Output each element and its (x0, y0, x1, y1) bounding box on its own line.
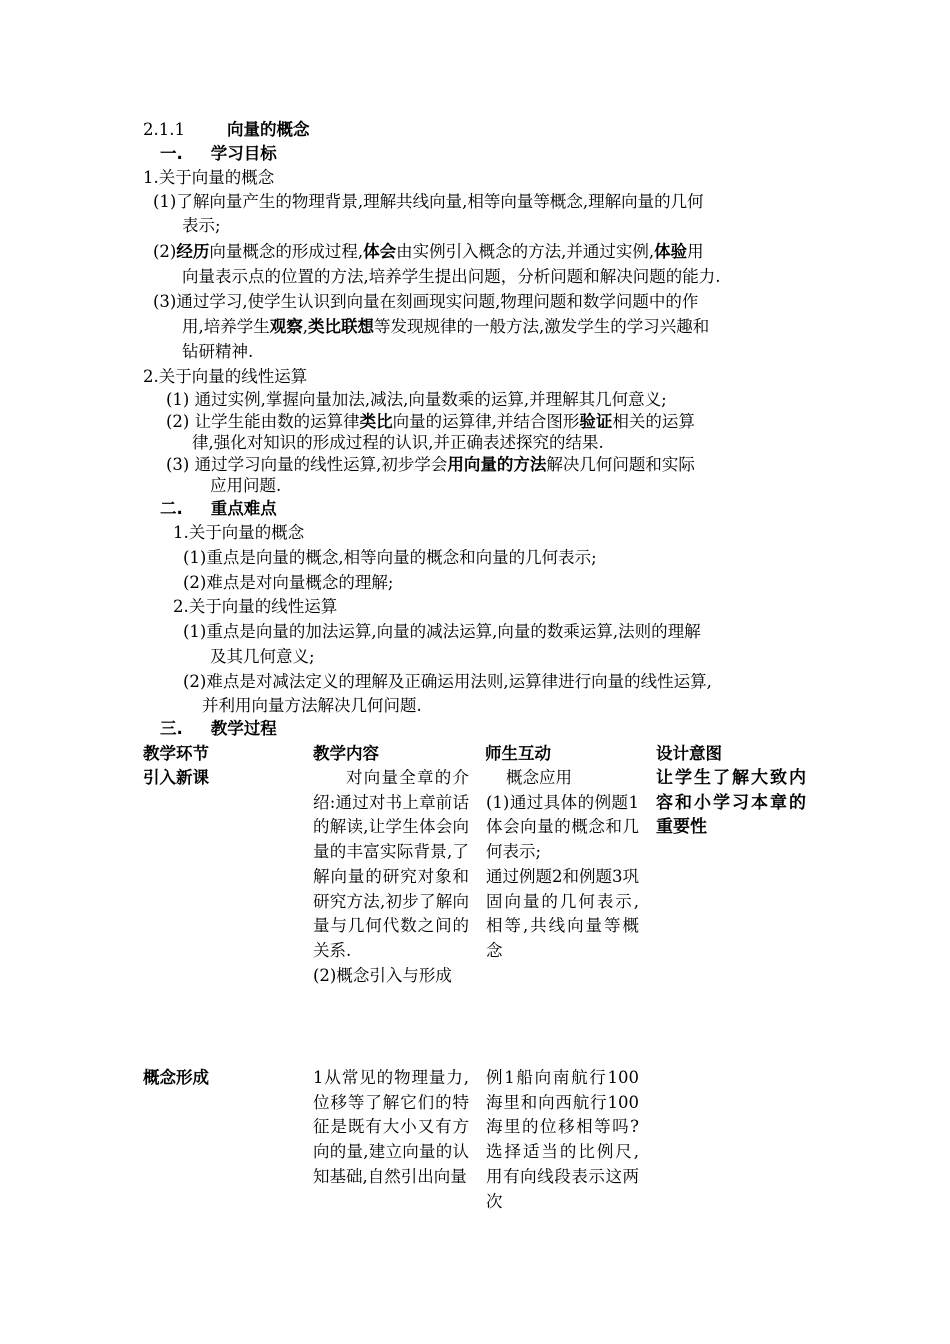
s2-item3-text1: (3) 通过学习向量的线性运算,初步学会 (166, 455, 448, 474)
s1-item3-text2: , (302, 317, 308, 336)
s1-item2-text3: 用 (687, 242, 704, 261)
s1-item2-prefix: (2) (153, 242, 177, 261)
row1-stage: 引入新课 (143, 768, 209, 787)
s1-item2-text2: 由实例引入概念的方法,并通过实例, (396, 242, 655, 261)
section2-p3-line1: (1)重点是向量的加法运算,向量的减法运算,向量的数乘运算,法则的理解 (183, 622, 701, 641)
title-text: 向量的概念 (226, 120, 310, 139)
s1-item3-bold1: 观察 (269, 317, 303, 336)
s1-item3-text3: 等发现规律的一般方法,激发学生的学习兴趣和 (374, 317, 710, 336)
section1-heading-text: 学习目标 (210, 144, 277, 163)
row1-interaction (486, 766, 639, 964)
s1-item2-bold2: 体会 (363, 242, 397, 261)
section2-p2: (2)难点是对向量概念的理解; (183, 573, 394, 592)
s2-item3-line2: 应用问题. (210, 476, 282, 495)
section3-heading-num: 三. (160, 719, 183, 738)
s1-item2-bold1: 经历 (176, 242, 210, 261)
section2-heading-num: 二. (160, 499, 183, 518)
s2-item2-text3: 相关的运算 (612, 412, 695, 431)
s2-item2-text1: (2) 让学生能由数的运算律 (166, 412, 360, 431)
doc-title (143, 118, 309, 142)
title-number: 2.1.1 (143, 120, 185, 139)
s1-item2-line2: 向量表示点的位置的方法,培养学生提出问题，分析问题和解决问题的能力. (182, 267, 721, 286)
s1-item1-line1: (1)了解向量产生的物理背景,理解共线向量,相等向量等概念,理解向量的几何 (153, 192, 704, 211)
s1-item3-line3: 钻研精神. (182, 342, 254, 361)
table-header-interaction: 师生互动 (485, 744, 551, 763)
s2-item2-text2: 向量的运算律,并结合图形 (392, 412, 580, 431)
section3-heading (160, 717, 277, 741)
section2-p4-line2: 并利用向量方法解决几何问题. (202, 696, 422, 715)
s2-item2-bold1: 类比 (359, 412, 393, 431)
row1-content (313, 766, 469, 988)
s2-item2-bold2: 验证 (579, 412, 613, 431)
section2-sub2: 2.关于向量的线性运算 (173, 597, 338, 616)
section2-sub1: 1.关于向量的概念 (173, 523, 305, 542)
section1-sub1: 1.关于向量的概念 (143, 168, 275, 187)
row1-interaction-p2: (1)通过具体的例题1体会向量的概念和几何表示; (486, 792, 639, 862)
row1-interaction-p1: 概念应用 (506, 768, 572, 787)
s1-item3-line1: (3)通过学习,使学生认识到向量在刻画现实问题,物理问题和数学问题中的作 (153, 292, 699, 311)
row2-content (313, 1066, 469, 1190)
s2-item3-bold1: 用向量的方法 (447, 455, 547, 474)
table-header-intent: 设计意图 (656, 744, 722, 763)
s1-item1-line2: 表示; (182, 216, 221, 235)
section1-sub2: 2.关于向量的线性运算 (143, 367, 308, 386)
row2-content-p1: 1从常见的物理量力,位移等了解它们的特征是既有大小又有方向的量,建立向量的认知基础,自然引出向量 (313, 1068, 469, 1186)
row1-content-p2: (2)概念引入与形成 (313, 965, 452, 985)
s1-item2-line1 (153, 240, 704, 264)
table-header-content: 教学内容 (313, 744, 379, 763)
section2-p4-line1: (2)难点是对减法定义的理解及正确运用法则,运算律进行向量的线性运算, (183, 672, 712, 691)
row1-content-p1: 对向量全章的介绍:通过对书上章前话的解读,让学生体会向量的丰富实际背景,了解向量的研究对象和研究方法,初步了解向量与几何代数之间的关系. (313, 768, 469, 960)
row1-intent: 让学生了解大致内容和小学习本章的重要性 (656, 768, 806, 838)
row2-interaction-p1: 例1船向南航行100海里和向西航行100海里的位移相等吗?选择适当的比例尺,用有向线段表示这两次 (486, 1068, 639, 1211)
section2-p3-line2: 及其几何意义; (210, 647, 315, 666)
section1-heading-num: 一. (160, 144, 183, 163)
section2-heading (160, 497, 277, 521)
section2-heading-text: 重点难点 (210, 499, 277, 518)
section1-heading (160, 142, 277, 166)
s1-item3-line2 (182, 315, 709, 339)
s1-item3-bold2: 类比联想 (308, 317, 374, 336)
section3-heading-text: 教学过程 (210, 719, 277, 738)
table-header-stage: 教学环节 (143, 744, 209, 763)
s1-item2-text1: 向量概念的形成过程, (209, 242, 364, 261)
s2-item2-line2: 律,强化对知识的形成过程的认识,并正确表述探究的结果. (192, 433, 604, 452)
s2-item1: (1) 通过实例,掌握向量加法,减法,向量数乘的运算,并理解其几何意义; (166, 390, 667, 409)
s1-item3-text1: 用,培养学生 (182, 317, 270, 336)
row2-interaction (486, 1066, 639, 1214)
s1-item2-bold3: 体验 (654, 242, 688, 261)
row1-interaction-p3: 通过例题2和例题3巩固向量的几何表示,相等,共线向量等概念 (486, 866, 639, 960)
s2-item3-text2: 解决几何问题和实际 (546, 455, 695, 474)
row2-stage: 概念形成 (143, 1068, 209, 1087)
section2-p1: (1)重点是向量的概念,相等向量的概念和向量的几何表示; (183, 548, 597, 567)
